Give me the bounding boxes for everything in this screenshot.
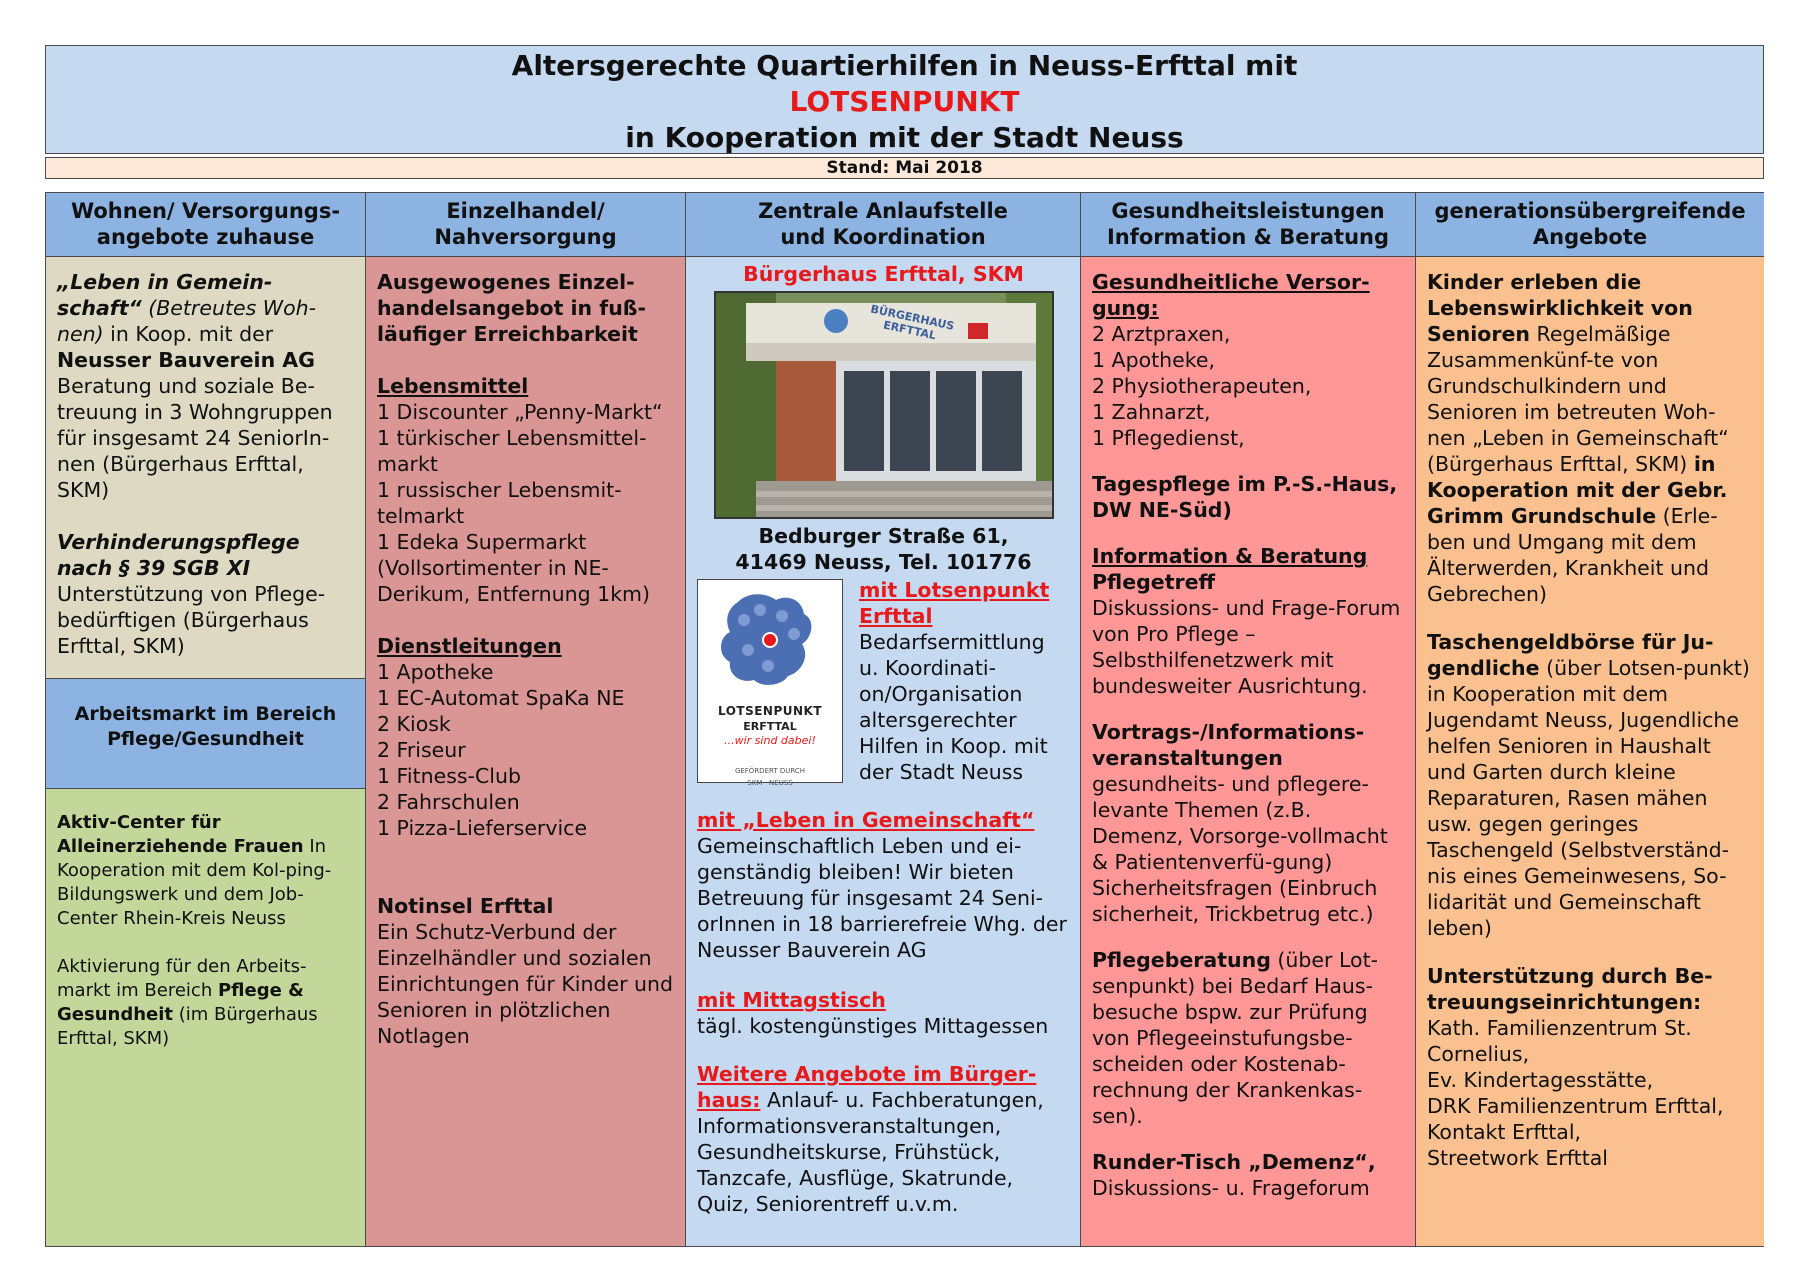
header-einzelhandel-line2: Nahversorgung [434,225,617,249]
lotsenpunkt-text: Bedarfsermittlung u. Koordinati-on/Organisation altersgerechter Hilfen in Koop. mit der Stadt Neuss [859,630,1048,784]
title-band [45,45,1764,154]
buergerhaus-title: Bürgerhaus Erfttal, SKM [743,262,1024,286]
aktiv-text: In Kooperation mit dem Kol-ping-Bildungswerk und dem Job-Center Rhein-Kreis Neuss [57,836,332,929]
lebensmittel-item: 1 türkischer Lebensmittel-markt [377,426,647,476]
kinder-koop: in Kooperation mit der Gebr. Grimm Grundschule [1427,452,1728,528]
header-generationen [1416,193,1764,257]
address-line-2: 41469 Neuss, Tel. 101776 [735,550,1032,574]
dienstleitung-item: 2 Friseur [377,738,466,762]
versorgung-heading: Gesundheitliche Versor-gung: [1092,270,1370,320]
taschengeld-block [1427,629,1754,941]
dienstleitung-item: 2 Kiosk [377,712,451,736]
logo-line-1: LOTSENPUNKT [717,704,823,718]
gemeinschaft-block [697,807,1070,963]
notinsel-text: Ein Schutz-Verbund der Einzelhändler und sozialen Einrichtungen für Kinder und Senioren in plötzlichen Notlagen [377,920,674,1048]
kinder-title: Kinder erleben die Lebenswirklichkeit von Senioren [1427,270,1693,346]
col-anlaufstelle-cell [686,257,1081,1246]
leben-text: Beratung und soziale Be-treuung in 3 Wohngruppen für insgesamt 24 SeniorIn-nen (Bürgerhaus Erfttal, SKM) [57,374,333,502]
taschengeld-text: (über Lotsen-punkt) in Kooperation mit dem Jugendamt Neuss, Jugendliche helfen Senioren in Haushalt und Garten durch kleine Reparaturen, Rasen mähen usw. gegen geringes Taschengeld (Selbstverständ-nis eines Gemeinwesens, So-lidarität und Gemeinschaft leben) [1427,656,1750,940]
taschengeld-title: Taschengeldbörse für Ju-gendliche [1427,630,1714,680]
gemeinschaft-title: mit „Leben in Gemeinschaft“ [697,808,1035,832]
kinder-block [1427,269,1754,607]
mittagstisch-text: tägl. kostengünstiges Mittagessen [697,1014,1049,1038]
dienstleitung-item: 1 Pizza-Lieferservice [377,816,588,840]
versorgung-item: 1 Apotheke, [1092,348,1216,372]
lebensmittel-item: 1 Discounter „Penny-Markt“ [377,400,663,424]
buergerhaus-photo [714,291,1054,519]
header-gesundheit-line2: Information & Beratung [1106,225,1390,249]
address-line-1: Bedburger Straße 61, [758,524,1009,548]
aktiv-center-block [57,811,355,931]
lotsenpunkt-row [697,579,1070,785]
info-beratung-heading: Information & Beratung [1092,544,1368,568]
lebensmittel-heading: Lebensmittel [377,374,529,398]
pflegeberatung-block [1092,947,1405,1129]
col-generationen-cell [1416,257,1764,1246]
kinder-text-2: (Erle-ben und Umgang mit dem Älterwerden, Krankheit und Gebrechen) [1427,504,1718,606]
header-gesundheit [1081,193,1416,257]
photo-sign: BÜRGERHAUS ERFTTAL [868,302,955,343]
aktivierung-block [57,955,355,1051]
versorgung-item: 2 Physiotherapeuten, [1092,374,1312,398]
aktiv-title: Aktiv-Center für Alleinerziehende Frauen [57,812,304,857]
title-line-3: in Kooperation mit der Stadt Neuss [625,121,1184,154]
title-lotsenpunkt: LOTSENPUNKT [789,85,1020,118]
map-shape-icon [698,580,842,700]
header-gesundheit-line1: Gesundheitsleistungen [1111,199,1385,223]
runder-tisch-heading: Runder-Tisch „Demenz“, [1092,1150,1376,1174]
logo-small-2: SKM · NEUSS [747,779,793,787]
logo-small-1: GEFÖRDERT DURCH [734,767,806,775]
unterstuetzung-item: DRK Familienzentrum Erfttal, [1427,1094,1724,1118]
pflegeberatung-text: (über Lot-senpunkt) bei Bedarf Haus-besuche bspw. zur Prüfung von Pflegeeinstufungsbe-scheiden oder Kostenab-rechnung der Krankenkas-sen). [1092,948,1379,1128]
aktiv2-c: (im Bürgerhaus Erfttal, SKM) [57,1004,318,1049]
col-wohnen-cell [46,257,366,679]
dienstleitungen-heading: Dienstleitungen [377,634,562,658]
leben-koop: in Koop. mit der [103,322,274,346]
runder-tisch-text: Diskussions- u. Frageforum [1092,1176,1370,1200]
dienstleitung-item: 1 Fitness-Club [377,764,521,788]
unterstuetzung-item: Kath. Familienzentrum St. Cornelius, [1427,1016,1692,1066]
unterstuetzung-heading: Unterstützung durch Be-treuungseinrichtungen: [1427,964,1713,1014]
verhinderungspflege-block [57,529,355,659]
col-arbeitsmarkt-cell [46,789,366,1246]
weitere-text: Anlauf- u. Fachberatungen, Informationsveranstaltungen, Gesundheitskurse, Frühstück, Tanzcafe, Ausflüge, Skatrunde, Quiz, Seniorentreff u.v.m. [697,1088,1044,1216]
logo-line-2: ERFTTAL [743,720,797,733]
vortrag-heading: Vortrags-/Informations-veranstaltungen [1092,720,1365,770]
dienstleitung-item: 2 Fahrschulen [377,790,520,814]
header-wohnen [46,193,366,257]
lotsenpunkt-logo [697,579,843,787]
lotsenpunkt-title: mit Lotsenpunkt Erfttal [859,578,1050,628]
lebensmittel-item: 1 Edeka Supermarkt (Vollsortimenter in NE-Derikum, Entfernung 1km) [377,530,651,606]
header-generationen-line1: generationsübergreifende [1434,199,1746,223]
pflegeberatung-title: Pflegeberatung [1092,948,1271,972]
weitere-title: Weitere Angebote im Bürger-haus: [697,1062,1037,1112]
vortrag-text: gesundheits- und pflegere-levante Themen (z.B. Demenz, Vorsorge-vollmacht & Patientenverfü-gung) Sicherheitsfragen (Einbruch sicherheit, Trickbetrug etc.) [1092,772,1388,926]
header-generationen-line2: Angebote [1532,225,1648,249]
document-frame [45,45,1764,1216]
verh-title: Verhinderungspflege nach § 39 SGB XI [57,530,300,580]
header-anlaufstelle-line1: Zentrale Anlaufstelle [758,199,1008,223]
header-wohnen-line2: angebote zuhause [96,225,315,249]
stand-date: Stand: Mai 2018 [45,157,1764,179]
header-anlaufstelle [686,193,1081,257]
header-wohnen-line1: Wohnen/ Versorgungs- [70,199,341,223]
mittagstisch-title: mit Mittagstisch [697,988,886,1012]
lotsenpunkt-text-block [859,577,1070,785]
arbeitsmarkt-heading: Arbeitsmarkt im Bereich Pflege/Gesundheit [46,679,366,789]
unterstuetzung-item: Ev. Kindertagesstätte, [1427,1068,1654,1092]
col-gesundheit-cell [1081,257,1416,1246]
leben-partner: Neusser Bauverein AG [57,348,315,372]
title-line-1: Altersgerechte Quartierhilfen in Neuss-Erfttal mit [511,49,1298,82]
header-einzelhandel [366,193,686,257]
overview-table [45,192,1764,1247]
kinder-text: Regelmäßige Zusammenkünf-te von Grundschulkindern und Senioren im betreuten Woh-nen „Leben in Gemeinschaft“ (Bürgerhaus Erfttal, SKM) [1427,322,1729,476]
leben-title: „Leben in Gemein-schaft“ [57,270,273,320]
dienstleitung-item: 1 Apotheke [377,660,494,684]
pflegetreff-text: Diskussions- und Frage-Forum von Pro Pflege – Selbsthilfenetzwerk mit bundesweiter Ausrichtung. [1092,596,1401,698]
versorgung-item: 1 Pflegedienst, [1092,426,1245,450]
aktiv2-a: Aktivierung für den Arbeits-markt im Bereich [57,956,307,1001]
unterstuetzung-item: Kontakt Erfttal, [1427,1120,1582,1144]
unterstuetzung-item: Streetwork Erfttal [1427,1146,1608,1170]
verh-text: Unterstützung von Pflege-bedürftigen (Bürgerhaus Erfttal, SKM) [57,582,326,658]
weitere-angebote-block [697,1061,1070,1217]
versorgung-item: 2 Arztpraxen, [1092,322,1231,346]
versorgung-item: 1 Zahnarzt, [1092,400,1211,424]
dienstleitung-item: 1 EC-Automat SpaKa NE [377,686,625,710]
lebensmittel-item: 1 russischer Lebensmit-telmarkt [377,478,622,528]
einzelhandel-intro: Ausgewogenes Einzel-handelsangebot in fuß-läufiger Erreichbarkeit [377,270,647,346]
header-anlaufstelle-line2: und Koordination [780,225,986,249]
gemeinschaft-text: Gemeinschaftlich Leben und ei-genständig bleiben! Wir bieten Betreuung für insgesamt 24 Seni-orInnen in 18 barrierefreie Whg. der Neusser Bauverein AG [697,834,1067,962]
leben-in-gemeinschaft-block [57,269,355,503]
tagespflege-heading: Tagespflege im P.-S.-Haus, DW NE-Süd) [1092,472,1398,522]
mittagstisch-block [697,987,1070,1039]
pflegetreff-heading: Pflegetreff [1092,570,1216,594]
aktiv2-b: Pflege & Gesundheit [57,980,304,1025]
logo-slogan: ...wir sind dabei! [724,734,816,747]
notinsel-heading: Notinsel Erfttal [377,894,554,918]
col-einzelhandel-cell [366,257,686,1246]
header-einzelhandel-line1: Einzelhandel/ [446,199,605,223]
leben-paren: (Betreutes Woh-nen) [57,296,317,346]
